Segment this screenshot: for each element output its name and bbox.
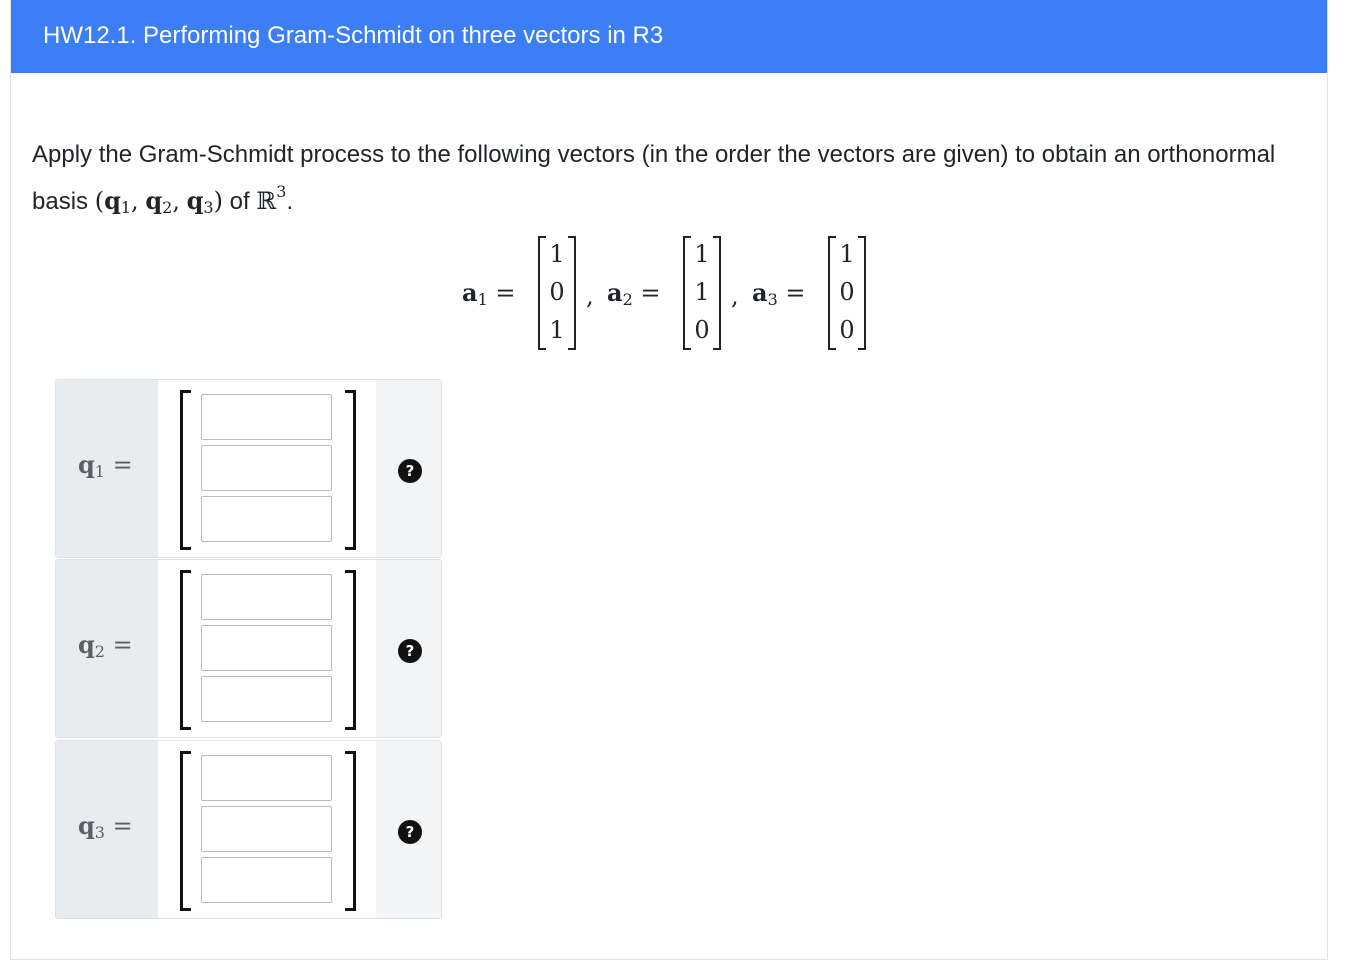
help-icon[interactable]: ? <box>398 459 422 483</box>
q3-entry-1-input[interactable] <box>201 755 332 801</box>
real-space-exponent: 3 <box>276 182 287 201</box>
help-icon[interactable]: ? <box>398 639 422 663</box>
left-bracket <box>180 570 191 730</box>
answer-matrix-q1 <box>158 380 376 557</box>
answer-label-q1: $q_1$ = <box>56 380 159 557</box>
vector-a3-matrix: 1 0 0 <box>828 236 866 348</box>
question-header <box>11 0 1327 73</box>
prompt-of: of <box>222 188 257 215</box>
left-bracket <box>180 390 191 550</box>
right-bracket <box>345 570 356 730</box>
basis-q2: $q_2$ <box>145 186 173 217</box>
q2-entry-2-input[interactable] <box>201 625 332 671</box>
q2-entry-3-input[interactable] <box>201 676 332 722</box>
q3-entry-2-input[interactable] <box>201 806 332 852</box>
answer-help-cell-q3 <box>376 741 441 918</box>
basis-q3: $q_3$ <box>186 186 214 217</box>
answer-row-q3 <box>55 740 442 919</box>
answer-help-cell-q2 <box>376 560 441 737</box>
basis-close-paren: ) <box>213 187 223 215</box>
answer-matrix-q3 <box>158 741 376 918</box>
answer-matrix-q2 <box>158 560 376 737</box>
q1-entry-2-input[interactable] <box>201 445 332 491</box>
answer-label-q3: $q_3$ = <box>56 741 159 918</box>
answer-table <box>55 379 442 920</box>
basis-q1: $q_1$ <box>104 186 132 217</box>
right-bracket <box>345 390 356 550</box>
answer-label-q2: $q_2$ = <box>56 560 159 737</box>
vector-a2-matrix: 1 1 0 <box>683 236 721 348</box>
question-title: HW12.1. Performing Gram-Schmidt on three vectors in R3 <box>43 22 664 49</box>
q2-entry-1-input[interactable] <box>201 574 332 620</box>
q1-entry-1-input[interactable] <box>201 394 332 440</box>
prompt-text: Apply the Gram-Schmidt process to the following vectors (in the order the vectors are given) to obtain an orthonormal basis <box>32 141 1276 215</box>
vector-a1-matrix: 1 0 1 <box>538 236 576 348</box>
help-icon[interactable]: ? <box>398 820 422 844</box>
q3-entry-3-input[interactable] <box>201 857 332 903</box>
answer-row-q2 <box>55 559 442 738</box>
q1-entry-3-input[interactable] <box>201 496 332 542</box>
real-space-symbol: ℝ <box>256 187 277 215</box>
right-bracket <box>345 751 356 911</box>
basis-open-paren: ( <box>94 187 105 215</box>
answer-help-cell-q1 <box>376 380 441 557</box>
left-bracket <box>180 751 191 911</box>
answer-row-q1 <box>55 379 442 558</box>
question-prompt: Apply the Gram-Schmidt process to the following vectors (in the order the vectors are given) to obtain an orthonormal basis ($q_1$, $q_2$, $q_3$) of ℝ$^3$. <box>32 141 1276 217</box>
